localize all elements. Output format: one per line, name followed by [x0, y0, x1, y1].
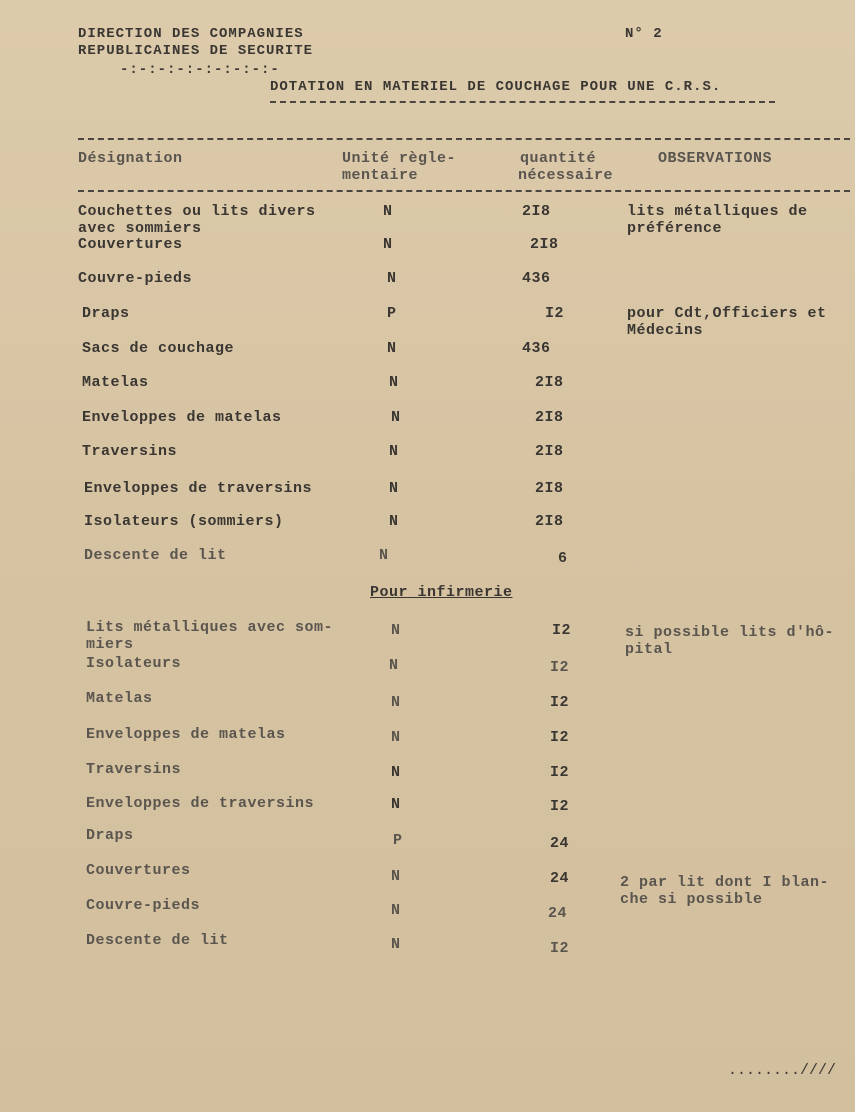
row-quantity: I2: [550, 729, 570, 746]
row-quantity: 436: [522, 340, 551, 357]
row-unit: N: [387, 270, 397, 287]
row-unit: N: [391, 936, 401, 953]
org-line-1: DIRECTION DES COMPAGNIES: [78, 26, 304, 42]
row-unit: N: [391, 764, 401, 781]
col-header-unite-2: mentaire: [342, 167, 419, 184]
row-observation-cont: che si possible: [620, 891, 763, 908]
row-quantity: 2I8: [522, 203, 551, 220]
row-designation: Isolateurs (sommiers): [84, 513, 284, 530]
col-header-unite-1: Unité règle-: [342, 150, 457, 167]
row-unit: N: [391, 796, 401, 813]
row-designation: Descente de lit: [86, 932, 229, 949]
row-quantity: 2I8: [535, 443, 564, 460]
row-quantity: I2: [545, 305, 565, 322]
row-designation: Enveloppes de matelas: [86, 726, 286, 743]
row-quantity: I2: [550, 798, 570, 815]
row-quantity: 2I8: [535, 480, 564, 497]
continuation-marks: ........////: [728, 1062, 837, 1079]
document-number: N° 2: [625, 26, 663, 42]
row-designation: Enveloppes de traversins: [84, 480, 313, 497]
row-designation: Enveloppes de traversins: [86, 795, 315, 812]
row-quantity: I2: [550, 659, 570, 676]
title-underline: [270, 101, 775, 103]
row-unit: N: [391, 868, 401, 885]
document-title: DOTATION EN MATERIEL DE COUCHAGE POUR UNE C.R.S.: [270, 79, 722, 95]
row-quantity: I2: [550, 764, 570, 781]
row-quantity: 2I8: [535, 374, 564, 391]
col-header-quantite-1: quantité: [520, 150, 597, 167]
row-quantity: I2: [550, 694, 570, 711]
row-quantity: 6: [558, 550, 568, 567]
row-unit: N: [383, 236, 393, 253]
row-quantity: 24: [550, 870, 570, 887]
row-designation: Draps: [86, 827, 134, 844]
row-observation-cont: Médecins: [627, 322, 704, 339]
row-designation: Couvertures: [86, 862, 191, 879]
row-designation: Matelas: [82, 374, 149, 391]
row-designation: Draps: [82, 305, 130, 322]
row-observation: si possible lits d'hô-: [625, 624, 835, 641]
row-unit: N: [391, 694, 401, 711]
row-observation-cont: pital: [625, 641, 673, 658]
col-header-quantite-2: nécessaire: [518, 167, 614, 184]
row-designation: Couchettes ou lits divers: [78, 203, 316, 220]
row-observation-cont: préférence: [627, 220, 723, 237]
org-line-2: REPUBLICAINES DE SECURITE: [78, 43, 314, 59]
row-quantity: 2I8: [530, 236, 559, 253]
row-unit: P: [393, 832, 403, 849]
row-unit: P: [387, 305, 397, 322]
row-unit: N: [391, 409, 401, 426]
row-observation: pour Cdt,Officiers et: [627, 305, 827, 322]
row-unit: N: [379, 547, 389, 564]
header-separator: -:-:-:-:-:-:-:-:-: [120, 62, 280, 78]
row-designation: Sacs de couchage: [82, 340, 235, 357]
row-observation: lits métalliques de: [627, 203, 808, 220]
row-designation: Isolateurs: [86, 655, 182, 672]
row-unit: N: [389, 374, 399, 391]
row-quantity: 24: [548, 905, 568, 922]
infirmary-section-title: Pour infirmerie: [370, 584, 513, 601]
row-designation: Descente de lit: [84, 547, 227, 564]
row-designation: Couvertures: [78, 236, 183, 253]
row-unit: N: [389, 480, 399, 497]
row-designation-cont: miers: [86, 636, 134, 653]
row-designation: Matelas: [86, 690, 153, 707]
row-unit: N: [383, 203, 393, 220]
row-unit: N: [391, 729, 401, 746]
col-header-observations: OBSERVATIONS: [658, 150, 773, 167]
row-designation: Lits métalliques avec som-: [86, 619, 334, 636]
row-designation: Couvre-pieds: [78, 270, 193, 287]
row-designation: Traversins: [82, 443, 178, 460]
col-header-designation: Désignation: [78, 150, 183, 167]
row-designation: Traversins: [86, 761, 182, 778]
row-quantity: 436: [522, 270, 551, 287]
row-unit: N: [391, 622, 401, 639]
row-quantity: 2I8: [535, 513, 564, 530]
row-unit: N: [389, 443, 399, 460]
row-designation-cont: avec sommiers: [78, 220, 202, 237]
row-unit: N: [389, 657, 399, 674]
row-quantity: I2: [552, 622, 572, 639]
row-quantity: 24: [550, 835, 570, 852]
row-designation: Couvre-pieds: [86, 897, 201, 914]
table-header-rule: [78, 190, 850, 192]
row-observation: 2 par lit dont I blan-: [620, 874, 830, 891]
row-unit: N: [391, 902, 401, 919]
row-unit: N: [387, 340, 397, 357]
row-quantity: I2: [550, 940, 570, 957]
row-quantity: 2I8: [535, 409, 564, 426]
table-top-rule: [78, 138, 850, 140]
row-unit: N: [389, 513, 399, 530]
row-designation: Enveloppes de matelas: [82, 409, 282, 426]
